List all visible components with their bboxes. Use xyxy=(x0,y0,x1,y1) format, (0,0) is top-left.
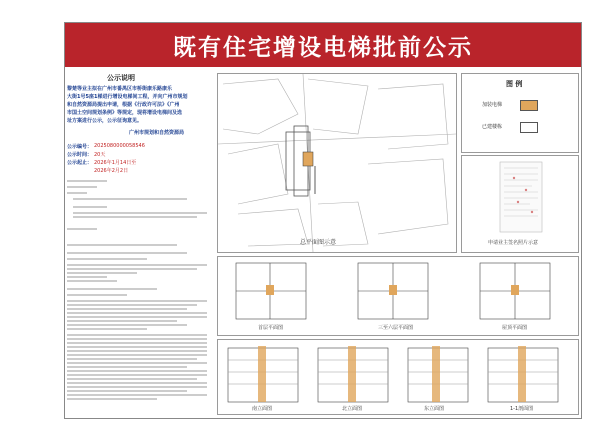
legend-elevator-swatch xyxy=(520,100,538,111)
notice-line-1: 黎楚等业主拟在广州市番禺区市桥街康乐路康乐 xyxy=(67,86,173,92)
floor-plans xyxy=(218,257,578,335)
drawing-label-6: 东立面图 xyxy=(424,406,445,412)
legend-item-1: 加装电梯 xyxy=(482,102,503,108)
drawing-label-2: 三至六层平面图 xyxy=(378,325,414,331)
legend-building-swatch xyxy=(520,122,538,133)
start-value: 2026年1月14日至 xyxy=(94,160,137,166)
site-plan-panel xyxy=(217,73,457,253)
end-value: 2026年2月2日 xyxy=(94,168,129,174)
period-value: 20天 xyxy=(94,152,106,158)
drawing-label-5: 北立面图 xyxy=(342,406,363,412)
site-plan-caption: 总平面图示意 xyxy=(300,239,337,246)
notice-board xyxy=(64,22,582,419)
notice-line-5: 址方案进行公示，公示征询意见。 xyxy=(67,118,143,124)
legend-panel xyxy=(461,73,579,153)
floor-plans-panel xyxy=(217,256,579,336)
drawing-label-7: 1-1剖面图 xyxy=(510,406,534,412)
drawing-label-4: 南立面图 xyxy=(252,406,273,412)
notice-fine-print xyxy=(67,177,213,417)
legend-item-2: 已建楼栋 xyxy=(482,124,503,130)
period-label: 公示时间： xyxy=(67,152,93,158)
code-label: 公示编号： xyxy=(67,144,93,150)
elevator-mark xyxy=(303,152,313,166)
photo-caption: 申请业主签名照片示意 xyxy=(488,240,539,246)
signature-sheet xyxy=(462,156,578,252)
elevations-panel xyxy=(217,339,579,415)
notice-org: 广州市规划和自然资源局 xyxy=(129,130,185,136)
legend-heading: 图 例 xyxy=(506,80,523,88)
drawing-label-1: 首层平面图 xyxy=(258,325,284,331)
page-title: 既有住宅增设电梯批前公示 xyxy=(65,23,581,67)
drawing-label-3: 屋顶平面图 xyxy=(502,325,528,331)
start-label: 公示起止： xyxy=(67,160,93,166)
photo-panel xyxy=(461,155,579,253)
notice-column xyxy=(67,73,213,413)
code-value: 2025080000058546 xyxy=(94,143,145,149)
site-plan-drawing xyxy=(218,74,456,252)
notice-heading: 公示说明 xyxy=(107,74,135,82)
notice-line-2: 大街1号5座1梯进行增设电梯间工程，并向广州市规划 xyxy=(67,94,188,100)
notice-line-3: 和自然资源局提出申请，根据《行政许可法》《广州 xyxy=(67,102,180,108)
elevations xyxy=(218,340,578,414)
notice-line-4: 市国土空间规划条例》等规定，现将增设电梯间及选 xyxy=(67,110,183,116)
